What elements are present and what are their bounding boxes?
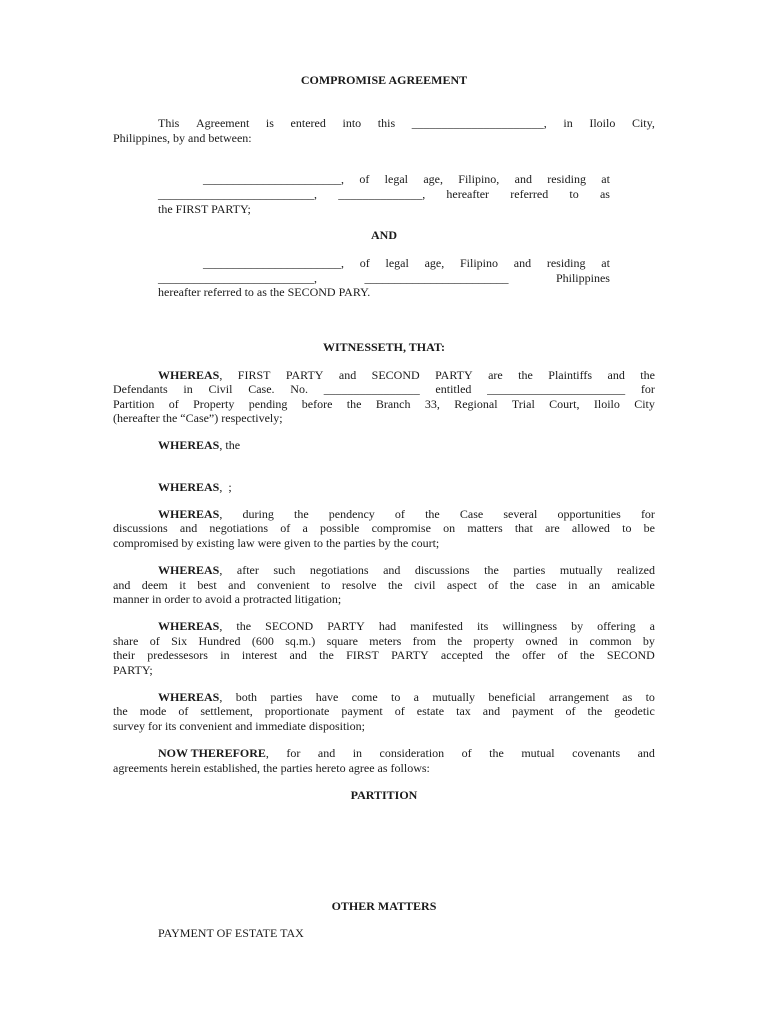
word: age, xyxy=(423,172,443,186)
first-party-line-1 xyxy=(203,172,610,187)
word: manifested xyxy=(410,619,463,633)
clause-keyword: NOW THEREFORE, xyxy=(158,746,269,760)
word: property xyxy=(473,634,515,648)
word: have xyxy=(315,690,339,704)
word: __________________________, xyxy=(158,187,317,201)
word: City, xyxy=(631,116,655,130)
word: into xyxy=(342,116,362,130)
word: by xyxy=(571,619,584,633)
word: as xyxy=(599,187,610,201)
clause-5-line-1 xyxy=(158,563,655,578)
word: legal xyxy=(385,256,409,270)
word: accepted xyxy=(440,648,483,662)
word: such xyxy=(273,563,296,577)
word: ______________, xyxy=(338,187,426,201)
word: before xyxy=(301,397,333,411)
word: the xyxy=(640,368,655,382)
word: the xyxy=(425,507,440,521)
clause-keyword: WHEREAS, xyxy=(158,507,223,521)
word: Iloilo xyxy=(589,116,616,130)
word: __________________________, xyxy=(158,271,317,285)
now-therefore-line-1 xyxy=(158,746,655,761)
word: _______________________ xyxy=(487,382,626,396)
word: it xyxy=(179,578,186,592)
word: from xyxy=(412,634,436,648)
clause-1-line-4: (hereafter the “Case”) respectively; xyxy=(113,411,283,425)
word: a xyxy=(413,690,419,704)
word: City xyxy=(634,397,655,411)
witnesseth-heading: WITNESSETH, THAT: xyxy=(322,340,446,354)
word: of xyxy=(178,704,189,718)
second-party-line-2 xyxy=(158,271,610,286)
word: settlement, xyxy=(200,704,253,718)
word: Agreement xyxy=(195,116,250,130)
word: as xyxy=(622,690,633,704)
word: best xyxy=(197,578,217,592)
word: parties xyxy=(513,563,546,577)
word: share xyxy=(113,634,139,648)
intro-line-1 xyxy=(158,116,655,131)
word: and xyxy=(289,648,307,662)
word: Filipino xyxy=(459,256,498,270)
word: Regional xyxy=(454,397,498,411)
word: the xyxy=(587,704,603,718)
word: to xyxy=(391,690,401,704)
word: possible xyxy=(320,521,360,535)
word: the xyxy=(236,619,252,633)
word: are xyxy=(488,368,503,382)
word: convenient xyxy=(256,578,310,592)
word: payment xyxy=(512,704,554,718)
word: of xyxy=(168,397,179,411)
word: residing xyxy=(546,256,586,270)
partition-heading: PARTITION xyxy=(350,788,418,802)
word: in xyxy=(563,116,573,130)
word: this xyxy=(377,116,396,130)
clause-keyword: WHEREAS, xyxy=(158,368,223,382)
clause-7-line-2 xyxy=(113,704,655,719)
now-therefore-line-2: agreements herein established, the parties hereto agree as follows: xyxy=(113,761,430,775)
word: the xyxy=(387,578,403,592)
word: PARTY xyxy=(327,619,365,633)
estate-tax-heading: PAYMENT OF ESTATE TAX xyxy=(158,926,304,940)
word: the xyxy=(518,368,533,382)
word: and xyxy=(513,256,532,270)
whereas-keyword: WHEREAS xyxy=(158,438,220,452)
word: in xyxy=(352,746,363,760)
word: SECOND xyxy=(606,648,655,662)
word: proportionate xyxy=(264,704,330,718)
word: and xyxy=(607,368,625,382)
clause-4-line-2 xyxy=(113,521,655,536)
word: (600 xyxy=(251,634,274,648)
word: owned xyxy=(525,634,558,648)
word: Court, xyxy=(549,397,580,411)
word: and xyxy=(637,746,655,760)
clause-1-line-3 xyxy=(113,397,655,412)
word: and xyxy=(317,746,336,760)
word: Trial xyxy=(511,397,535,411)
word: and xyxy=(514,172,532,186)
word: willingness xyxy=(502,619,558,633)
word: estate xyxy=(416,704,445,718)
word: the xyxy=(113,704,128,718)
word: beneficial xyxy=(488,690,536,704)
word: a xyxy=(302,521,308,535)
word: square xyxy=(326,634,358,648)
clause-6-line-3 xyxy=(113,648,655,663)
word: hereafter xyxy=(446,187,490,201)
word: residing xyxy=(547,172,586,186)
word: discussions xyxy=(414,563,470,577)
word: at xyxy=(601,256,610,270)
word: several xyxy=(503,507,538,521)
first-party-line-3: the FIRST PARTY; xyxy=(158,202,251,216)
word: are xyxy=(545,521,560,535)
word: by xyxy=(642,634,655,648)
clause-keyword: WHEREAS, xyxy=(158,619,223,633)
word: Branch xyxy=(375,397,411,411)
word: Six xyxy=(171,634,188,648)
whereas-keyword: WHEREAS xyxy=(158,480,220,494)
second-party-line-1 xyxy=(203,256,610,271)
word: the xyxy=(509,578,525,592)
word: during xyxy=(242,507,274,521)
word: resolve xyxy=(341,578,377,592)
word: FIRST xyxy=(346,648,379,662)
word: for xyxy=(286,746,301,760)
word: after xyxy=(236,563,259,577)
word: predessesors xyxy=(147,648,208,662)
intro-line-2: Philippines, by and between: xyxy=(113,131,252,145)
word: sq.m.) xyxy=(285,634,316,648)
word: PARTY xyxy=(391,648,429,662)
clause-6-line-2 xyxy=(113,634,655,649)
word: SECOND xyxy=(265,619,314,633)
word: FIRST xyxy=(237,368,271,382)
word: age, xyxy=(424,256,445,270)
word: opportunities xyxy=(557,507,621,521)
word: the xyxy=(579,648,595,662)
word: mutually xyxy=(432,690,475,704)
word: Civil xyxy=(208,382,233,396)
word: ________________________ xyxy=(364,271,509,285)
word: of xyxy=(557,648,568,662)
clause-5-line-3: manner in order to avoid a protracted litigation; xyxy=(113,592,342,606)
word: meters xyxy=(369,634,402,648)
word: of xyxy=(488,578,499,592)
clause-1-line-2 xyxy=(113,382,655,397)
word: PARTY xyxy=(285,368,324,382)
clause-7-line-1 xyxy=(158,690,655,705)
word: Philippines xyxy=(555,271,610,285)
word: deem xyxy=(141,578,168,592)
word: the xyxy=(319,648,334,662)
word: amicable xyxy=(611,578,655,592)
word: arrangement xyxy=(548,690,609,704)
clause-1-line-1 xyxy=(158,368,655,383)
word: SECOND xyxy=(371,368,420,382)
word: Iloilo xyxy=(593,397,620,411)
word: of xyxy=(280,521,291,535)
clause-7-line-3: survey for its convenient and immediate disposition; xyxy=(113,719,365,733)
word: compromise xyxy=(371,521,431,535)
word: of xyxy=(359,172,370,186)
word: is xyxy=(265,116,274,130)
word: in xyxy=(568,634,579,648)
word: in xyxy=(567,578,578,592)
word: entitled xyxy=(435,382,472,396)
clause-4-line-3: compromised by existing law were given to the parties by the court; xyxy=(113,536,440,550)
word: negotiations xyxy=(309,563,369,577)
word: be xyxy=(643,521,655,535)
word: an xyxy=(588,578,601,592)
word: in xyxy=(183,382,193,396)
word: legal xyxy=(384,172,408,186)
word: in xyxy=(220,648,230,662)
word: realized xyxy=(617,563,655,577)
word: consideration xyxy=(379,746,445,760)
word: pending xyxy=(248,397,288,411)
word: the xyxy=(484,563,499,577)
word: common xyxy=(589,634,632,648)
word: to xyxy=(569,187,579,201)
word: pendency xyxy=(328,507,375,521)
word: Case xyxy=(459,507,484,521)
clause-keyword: WHEREAS, xyxy=(158,563,223,577)
word: the xyxy=(293,507,309,521)
word: Property xyxy=(193,397,235,411)
and-separator: AND xyxy=(371,228,397,242)
clause-2-text: , the xyxy=(219,438,241,452)
word: and xyxy=(179,521,198,535)
word: mode xyxy=(139,704,167,718)
word: negotiations xyxy=(209,521,269,535)
word: 33, xyxy=(424,397,440,411)
word: the xyxy=(447,634,463,648)
word: to xyxy=(622,521,632,535)
word: of xyxy=(394,704,405,718)
clause-5-line-2 xyxy=(113,578,655,593)
word: mutual xyxy=(521,746,555,760)
word: case xyxy=(535,578,557,592)
word: geodetic xyxy=(614,704,655,718)
word: parties xyxy=(270,690,303,704)
word: of xyxy=(461,746,472,760)
word: Partition xyxy=(113,397,155,411)
clause-3-text: , ; xyxy=(219,480,232,494)
word: payment xyxy=(341,704,383,718)
word: allowed xyxy=(571,521,610,535)
word: come xyxy=(351,690,378,704)
word: No. xyxy=(290,382,308,396)
word: the xyxy=(346,397,362,411)
word: referred xyxy=(510,187,549,201)
first-party-line-2 xyxy=(158,187,610,202)
word: This xyxy=(158,116,180,130)
word: of xyxy=(149,634,160,648)
word: their xyxy=(113,648,135,662)
word: Defendants xyxy=(113,382,168,396)
word: tax xyxy=(456,704,471,718)
clause-2 xyxy=(158,438,240,453)
word: for xyxy=(640,382,655,396)
word: covenants xyxy=(572,746,621,760)
word: both xyxy=(235,690,258,704)
word: and xyxy=(482,704,501,718)
word: offer xyxy=(522,648,546,662)
clause-3 xyxy=(158,480,232,495)
clause-6-line-1 xyxy=(158,619,655,634)
word: and xyxy=(228,578,246,592)
second-party-line-3: hereafter referred to as the SECOND PARY. xyxy=(158,285,371,299)
word: of xyxy=(565,704,576,718)
word: Hundred xyxy=(198,634,241,648)
word: on xyxy=(443,521,456,535)
word: offering xyxy=(597,619,636,633)
other-matters-heading: OTHER MATTERS xyxy=(331,899,437,913)
word: its xyxy=(476,619,489,633)
word: and xyxy=(113,578,131,592)
word: of xyxy=(359,256,370,270)
word: entered xyxy=(290,116,326,130)
word: to xyxy=(321,578,331,592)
word: matters xyxy=(467,521,503,535)
word: PARTY xyxy=(435,368,473,382)
word: ________________ xyxy=(323,382,420,396)
word: interest xyxy=(241,648,278,662)
word: for xyxy=(640,507,655,521)
word: of xyxy=(394,507,405,521)
word: mutually xyxy=(559,563,603,577)
word: civil xyxy=(414,578,436,592)
word: ______________________, xyxy=(411,116,547,130)
clause-keyword: WHEREAS, xyxy=(158,690,223,704)
word: and xyxy=(338,368,357,382)
word: a xyxy=(649,619,655,633)
word: and xyxy=(383,563,401,577)
word: Filipino, xyxy=(458,172,500,186)
word: the xyxy=(489,746,504,760)
document-title: COMPROMISE AGREEMENT xyxy=(300,73,468,87)
word: discussions xyxy=(113,521,168,535)
word: _______________________, xyxy=(203,172,344,186)
word: aspect xyxy=(446,578,477,592)
word: at xyxy=(601,172,610,186)
word: _______________________, xyxy=(203,256,344,270)
word: that xyxy=(514,521,533,535)
word: Case. xyxy=(248,382,275,396)
clause-6-line-4: PARTY; xyxy=(113,663,153,677)
clause-4-line-1 xyxy=(158,507,655,522)
word: had xyxy=(378,619,397,633)
word: Plaintiffs xyxy=(548,368,593,382)
word: the xyxy=(495,648,510,662)
word: to xyxy=(645,690,655,704)
